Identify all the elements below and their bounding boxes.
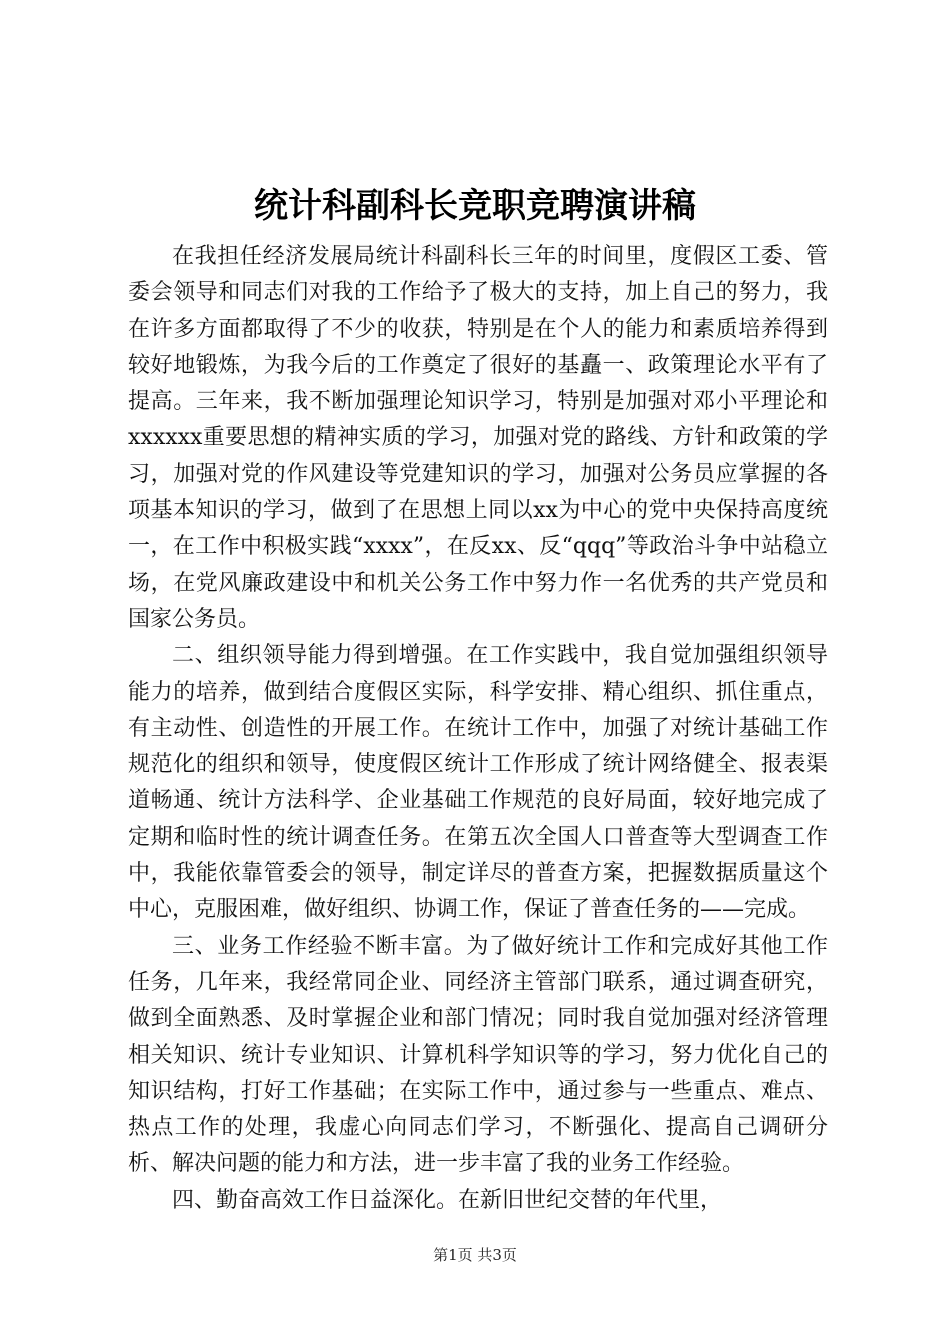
- paragraph-2: 二、组织领导能力得到增强。在工作实践中，我自觉加强组织领导能力的培养，做到结合度假区实际，科学安排、精心组织、抓住重点，有主动性、创造性的开展工作。在统计工作中，加强了对统计基础工作规范化的组织和领导，使度假区统计工作形成了统计网络健全、报表渠道畅通、统计方法科学、企业基础工作规范的良好局面，较好地完成了定期和临时性的统计调查任务。在第五次全国人口普查等大型调查工作中，我能依靠管委会的领导，制定详尽的普查方案，把握数据质量这个中心，克服困难，做好组织、协调工作，保证了普查任务的——完成。: [128, 643, 828, 923]
- document-title: 统计科副科长竞职竞聘演讲稿: [254, 186, 696, 226]
- page-footer: 第1页 共3页: [433, 1246, 517, 1264]
- paragraph-1: 在我担任经济发展局统计科副科长三年的时间里，度假区工委、管委会领导和同志们对我的工作给予了极大的支持，加上自己的努力，我在许多方面都取得了不少的收获，特别是在个人的能力和素质培养得到较好地锻炼，为我今后的工作奠定了很好的基矗一、政策理论水平有了提高。三年来，我不断加强理论知识学习，特别是加强对邓小平理论和xxxxxx重要思想的精神实质的学习，加强对党的路线、方针和政策的学习，加强对党的作风建设等党建知识的学习，加强对公务员应掌握的各项基本知识的学习，做到了在思想上同以xx为中心的党中央保持高度统一，在工作中积极实践“xxxx”，在反xx、反“qqq”等政治斗争中站稳立场，在党风廉政建设中和机关公务工作中努力作一名优秀的共产党员和国家公务员。: [128, 244, 828, 632]
- paragraph-4: 四、勤奋高效工作日益深化。在新旧世纪交替的年代里，: [172, 1187, 723, 1213]
- paragraph-3: 三、业务工作经验不断丰富。为了做好统计工作和完成好其他工作任务，几年来，我经常同企业、同经济主管部门联系，通过调查研究，做到全面熟悉、及时掌握企业和部门情况；同时我自觉加强对经济管理相关知识、统计专业知识、计算机科学知识等的学习，努力优化自己的知识结构，打好工作基础；在实际工作中，通过参与一些重点、难点、热点工作的处理，我虚心向同志们学习，不断强化、提高自己调研分析、解决问题的能力和方法，进一步丰富了我的业务工作经验。: [128, 933, 828, 1177]
- document-body: [128, 239, 828, 1219]
